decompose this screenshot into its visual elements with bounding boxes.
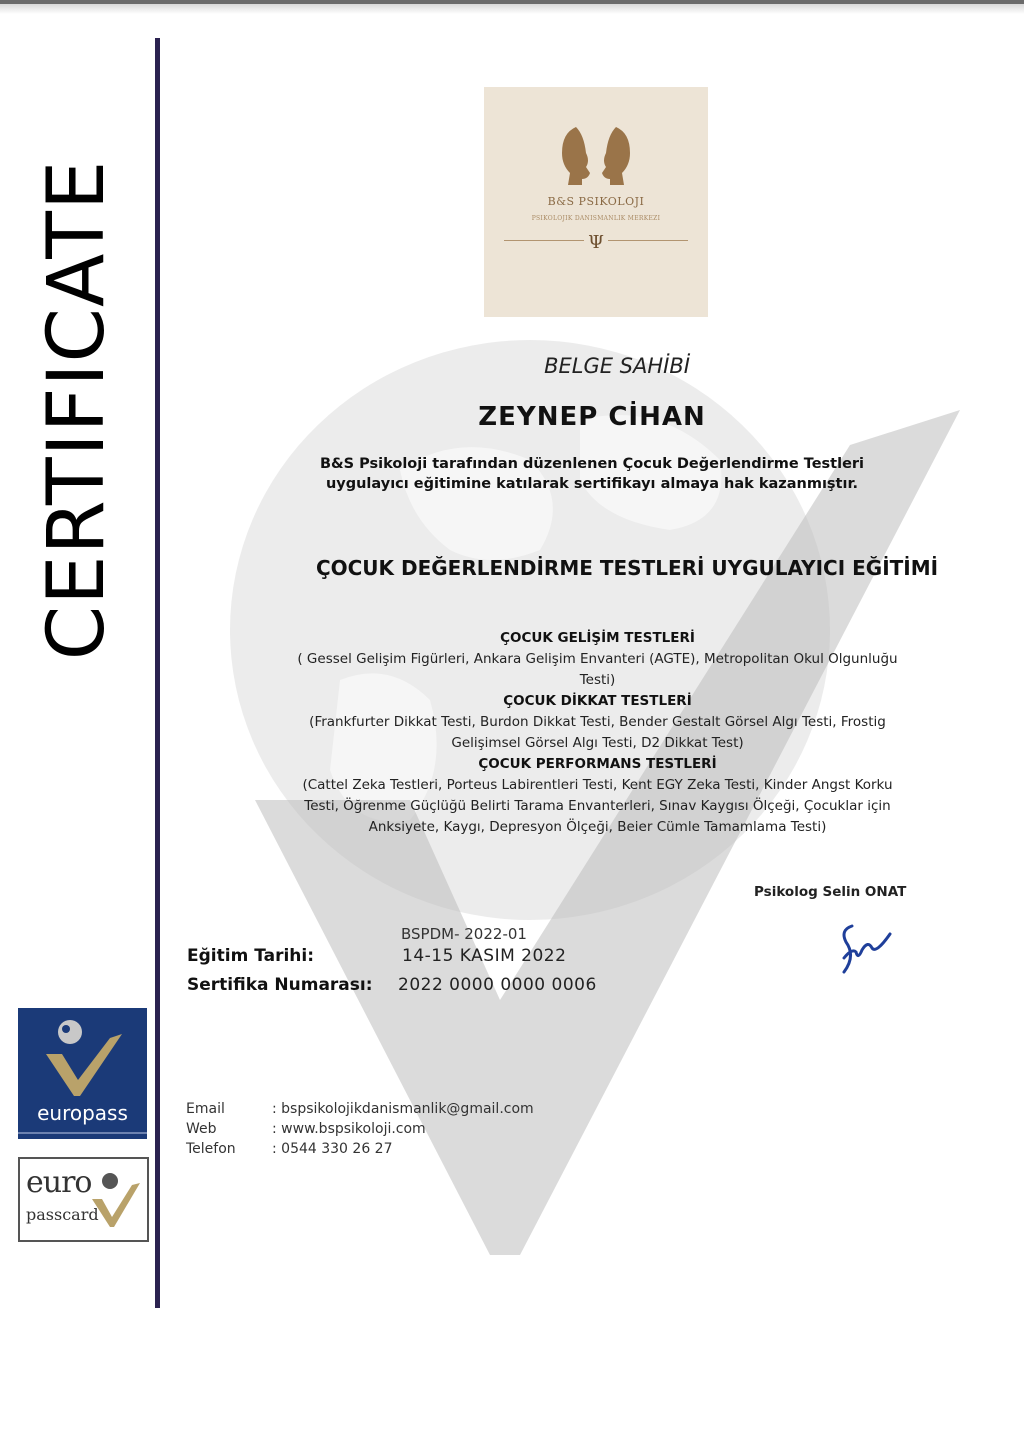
top-shadow xyxy=(0,4,1024,14)
section-heading-development: ÇOCUK GELİŞİM TESTLERİ xyxy=(500,630,695,646)
phone-value: : 0544 330 26 27 xyxy=(272,1141,393,1157)
bs-psikoloji-logo xyxy=(484,87,708,317)
section-line: Anksiyete, Kaygı, Depresyon Ölçeği, Beier Cümle Tamamlama Testi) xyxy=(368,819,827,835)
europass-badge xyxy=(18,1008,147,1139)
twin-heads-icon xyxy=(556,119,636,191)
europass-label: europass xyxy=(37,1101,128,1125)
program-code: BSPDM- 2022-01 xyxy=(401,925,527,943)
psi-icon: Ψ xyxy=(588,232,604,253)
logo-subtitle: PSIKOLOJIK DANISMANLIK MERKEZI xyxy=(531,215,661,222)
section-line: Testi) xyxy=(579,672,616,688)
certificate-number-label: Sertifika Numarası: xyxy=(187,975,373,995)
training-date-value: 14-15 KASIM 2022 xyxy=(402,946,567,966)
signer-name: Psikolog Selin ONAT xyxy=(754,884,907,900)
contact-key: Telefon xyxy=(186,1141,236,1157)
description-line-1: B&S Psikoloji tarafından düzenlenen Çocuk Değerlendirme Testleri xyxy=(319,456,865,472)
contact-row-phone xyxy=(186,1139,534,1159)
europass-check-icon xyxy=(40,1014,126,1100)
section-heading-attention: ÇOCUK DİKKAT TESTLERİ xyxy=(503,693,692,709)
section-line: (Frankfurter Dikkat Testi, Burdon Dikkat Testi, Bender Gestalt Görsel Algı Testi, Frostig xyxy=(309,714,886,730)
contact-row-email xyxy=(186,1099,534,1119)
section-line: ( Gessel Gelişim Figürleri, Ankara Gelişim Envanteri (AGTE), Metropolitan Okul Olgunluğu xyxy=(297,651,898,667)
training-date-label: Eğitim Tarihi: xyxy=(187,946,315,966)
section-heading-performance: ÇOCUK PERFORMANS TESTLERİ xyxy=(478,756,717,772)
certificate-vertical-title xyxy=(32,80,122,740)
contact-key: Web xyxy=(186,1121,217,1137)
description-line-2: uygulayıcı eğitimine katılarak sertifikayı almaya hak kazanmıştır. xyxy=(325,476,859,492)
certificate-number-value: 2022 0000 0000 0006 xyxy=(398,975,597,995)
holder-label: BELGE SAHİBİ xyxy=(544,354,690,378)
certificate-description xyxy=(160,454,1024,494)
certificate-title-text: CERTIFICATE xyxy=(32,159,123,661)
test-sections xyxy=(200,628,995,838)
europass-card-badge xyxy=(18,1157,149,1242)
contact-key: Email xyxy=(186,1101,225,1117)
email-value: : bspsikolojikdanismanlik@gmail.com xyxy=(272,1101,534,1117)
passcard-label: passcard xyxy=(26,1205,99,1224)
europass-fine-rule xyxy=(18,1132,147,1134)
holder-name: ZEYNEP CİHAN xyxy=(478,402,706,432)
card-check-icon xyxy=(88,1169,142,1231)
euro-label: euro xyxy=(26,1165,92,1200)
vertical-divider xyxy=(155,38,160,1308)
signature-icon xyxy=(830,918,900,978)
section-line: Testi, Öğrenme Güçlüğü Belirti Tarama Envanterleri, Sınav Kaygısı Ölçeği, Çocuklar için xyxy=(304,798,891,814)
contact-info xyxy=(186,1099,534,1159)
section-line: (Cattel Zeka Testleri, Porteus Labirentleri Testi, Kent EGY Zeka Testi, Kinder Angst Korku xyxy=(302,777,893,793)
logo-name: B&S PSIKOLOJI xyxy=(547,195,645,208)
web-value: : www.bspsikoloji.com xyxy=(272,1121,426,1137)
course-title: ÇOCUK DEĞERLENDİRME TESTLERİ UYGULAYICI EĞİTİMİ xyxy=(315,556,939,580)
contact-row-web xyxy=(186,1119,534,1139)
section-line: Gelişimsel Görsel Algı Testi, D2 Dikkat Test) xyxy=(451,735,744,751)
